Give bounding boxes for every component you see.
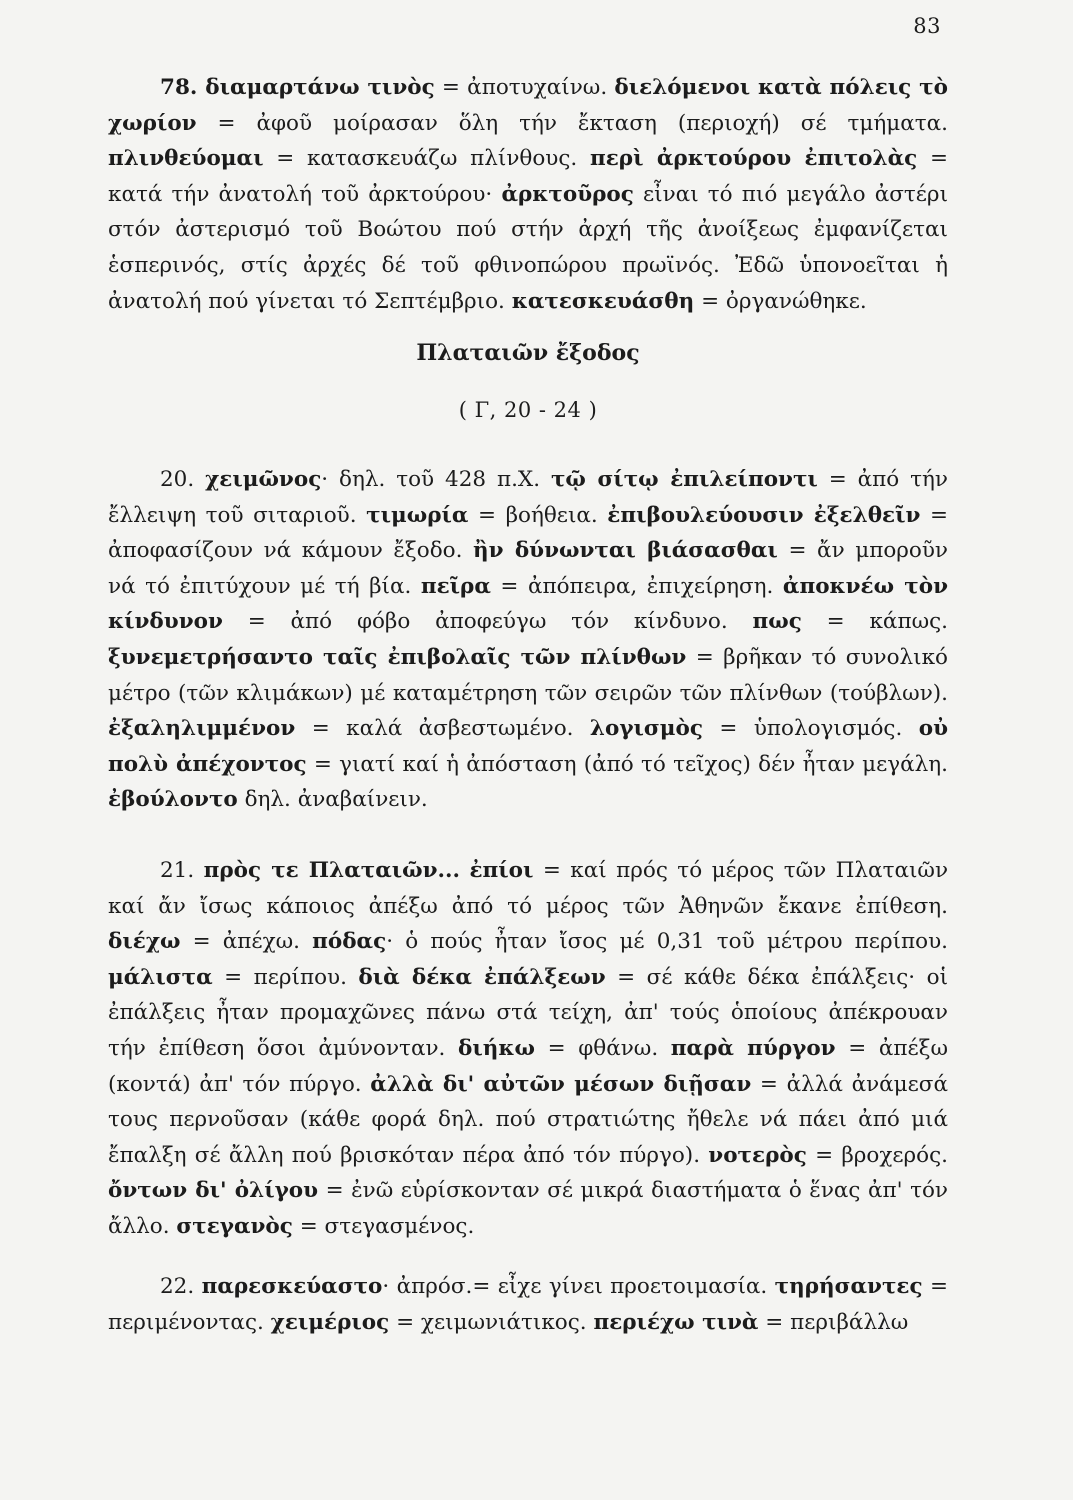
gloss-text: = φθάνω. <box>534 1035 671 1061</box>
paragraph-text <box>108 853 948 1245</box>
lemma-term: ἐξαληλιμμένον <box>108 716 296 742</box>
gloss-text: · ὁ πούς ἦταν ἴσος μέ 0,31 τοῦ μέτρου περίπου. <box>386 929 948 955</box>
gloss-text: = κάπως. <box>801 609 948 635</box>
lemma-term: στεγανὸς <box>176 1213 293 1239</box>
lemma-term: πεῖρα <box>420 573 491 599</box>
lemma-term: ἀποκνέω τὸν κίνδυνον <box>108 573 948 635</box>
lemma-term: πρὸς τε Πλαταιῶν... <box>203 858 460 883</box>
lemma-term: ἀρκτοῦρος <box>501 181 634 207</box>
lemma-term: νοτερὸς <box>708 1142 807 1168</box>
gloss-text: = ἀποφασίζουν νά κάμουν ἔξοδο. <box>108 502 949 564</box>
lemma-term: διήκω <box>458 1035 535 1061</box>
gloss-text: = βροχερός. <box>806 1142 948 1168</box>
lemma-term: ἀλλὰ δι' αὐτῶν μέσων διῇσαν <box>370 1071 752 1097</box>
gloss-text: = βοήθεια. <box>468 502 608 528</box>
gloss-text: δηλ. ἀναβαίνειν. <box>237 787 428 813</box>
gloss-text: = γιατί καί ἡ ἀπόσταση (ἀπό τό τεῖχος) δέν ἦταν μεγάλη. <box>306 751 949 777</box>
gloss-text: 21. <box>160 858 204 883</box>
gloss-text: = χειμωνιάτικος. <box>389 1309 594 1335</box>
gloss-text: = ὑπολογισμός. <box>702 716 919 742</box>
lemma-term: διελόμενοι κατὰ πόλεις τὸ χωρίον <box>108 75 948 136</box>
lemma-term: τῷ σίτῳ ἐπιλείποντι <box>550 467 818 492</box>
gloss-text: = στεγασμένος. <box>292 1213 475 1239</box>
lemma-term: ἐβούλοντο <box>108 787 238 813</box>
lemma-term: ξυνεμετρήσαντο ταῖς ἐπιβολαῖς τῶν πλίνθων <box>108 644 687 670</box>
gloss-text: εἶναι τό πιό μεγάλο ἀστέρι στόν ἀστερισμό τοῦ Βοώτου πού στήν ἀρχή τῆς ἀνοίξεως ἐμφανίζεται ἑσπερινός, στίς ἀρχές δέ τοῦ φθινοπώρου πρωϊνός. Ἐδῶ ὑπονοεῖται ἡ ἀνατολή πού γίνεται τό Σεπτέμβριο. <box>108 181 948 314</box>
lemma-term: παρὰ πύργον <box>670 1035 836 1061</box>
lemma-term: μάλιστα <box>108 964 213 990</box>
paragraph-20 <box>108 462 948 818</box>
section-title: Πλαταιῶν ἔξοδος <box>416 340 640 366</box>
gloss-text: · δηλ. τοῦ 428 π.Χ. <box>321 467 551 492</box>
lemma-term: χειμῶνος <box>205 467 322 492</box>
lemma-term: ἐπίοι <box>469 858 534 883</box>
gloss-text: = ἀφοῦ μοίρασαν ὅλη τήν ἔκταση (περιοχή) σέ τμήματα. <box>196 110 948 136</box>
lemma-term: ἢν δύνωνται βιάσασθαι <box>473 538 778 564</box>
paragraph-21 <box>108 853 948 1245</box>
paragraph-78 <box>108 70 948 319</box>
gloss-text: = ἀπέχω. <box>180 929 313 955</box>
gloss-text: = περίπου. <box>212 964 359 990</box>
lemma-term: κατεσκευάσθη <box>511 288 695 314</box>
gloss-text: = ἀπό φόβο ἀποφεύγω τόν κίνδυνο. <box>222 609 753 635</box>
lemma-term: 78. διαμαρτάνω τινὸς <box>160 75 435 100</box>
lemma-term: πόδας <box>312 929 387 955</box>
gloss-text: 20. <box>160 467 206 492</box>
lemma-term: ὄντων δι' ὀλίγου <box>108 1178 319 1204</box>
gloss-text: = ἀπέξω (κοντά) ἀπ' τόν πύργο. <box>108 1035 948 1097</box>
lemma-term: τιμωρία <box>366 502 469 528</box>
gloss-text: = ἀλλά ἀνάμεσά τους περνοῦσαν (κάθε φορά δηλ. πού στρατιώτης ἤθελε νά πάει ἀπό μιά ἔπαλξη σέ ἄλλη πού βρισκόταν πέρα ἀπό τόν πύργο). <box>108 1071 948 1168</box>
lemma-term: περιέχω τινὰ <box>593 1309 759 1335</box>
gloss-text: 22. <box>160 1274 202 1299</box>
gloss-text: = ἀποτυχαίνω. <box>434 75 615 100</box>
page-number: 83 <box>913 14 941 38</box>
section-reference: ( Γ, 20 - 24 ) <box>458 398 598 422</box>
gloss-text: = σέ κάθε δέκα ἐπάλξεις· οἱ ἐπάλξεις ἦταν προμαχῶνες πάνω στά τείχη, ἀπ' τούς ὁποίους ἀπέκρουαν τήν ἐπίθεση ὅσοι ἀμύνονταν. <box>108 964 948 1061</box>
gloss-text: = ἀπόπειρα, ἐπιχείρηση. <box>490 573 783 599</box>
lemma-term: οὐ πολὺ ἀπέχοντος <box>108 716 948 777</box>
gloss-text: = ὀργανώθηκε. <box>694 288 867 314</box>
gloss-text: = ἐνῶ εὑρίσκονταν σέ μικρά διαστήματα ὁ ἕνας ἀπ' τόν ἄλλο. <box>108 1178 948 1239</box>
lemma-term: διὰ δέκα ἐπάλξεων <box>358 964 606 990</box>
lemma-term: διέχω <box>108 929 181 955</box>
lemma-term: ἐπιβουλεύουσιν ἐξελθεῖν <box>607 502 921 528</box>
lemma-term: πλινθεύομαι <box>108 146 264 172</box>
lemma-term: παρεσκεύαστο <box>201 1274 383 1299</box>
lemma-term: περὶ ἀρκτούρου ἐπιτολὰς <box>589 146 918 172</box>
paragraph-22 <box>108 1269 948 1340</box>
gloss-text: = καλά ἀσβεστωμένο. <box>295 716 590 742</box>
lemma-term: πως <box>752 609 802 635</box>
paragraph-text <box>108 1269 948 1340</box>
lemma-term: χειμέριος <box>270 1309 390 1335</box>
gloss-text: = περιμένοντας. <box>108 1274 948 1335</box>
gloss-text: = ἄν μποροῦν νά τό ἐπιτύχουν μέ τή βία. <box>108 538 949 599</box>
gloss-text: · ἀπρόσ.= εἶχε γίνει προετοιμασία. <box>382 1274 775 1299</box>
gloss-text: = περιβάλλω <box>758 1309 909 1335</box>
gloss-text: = βρῆκαν τό συνολικό μέτρο (τῶν κλιμάκων) μέ καταμέτρηση τῶν σειρῶν τῶν πλίνθων (τούβλων). <box>108 644 948 706</box>
gloss-text: = ἀπό τήν ἔλλειψη τοῦ σιταριοῦ. <box>108 467 949 528</box>
paragraph-text <box>108 462 948 818</box>
lemma-term: τηρήσαντες <box>774 1274 923 1299</box>
gloss-text: = καί πρός τό μέρος τῶν Πλαταιῶν καί ἄν ἴσως κάποιος ἀπέξω ἀπό τό μέρος τῶν Ἀθηνῶν ἔκανε ἐπίθεση. <box>108 858 949 919</box>
gloss-text: = κατά τήν ἀνατολή τοῦ ἀρκτούρου· <box>108 146 948 207</box>
paragraph-text <box>108 70 948 319</box>
lemma-term: λογισμὸς <box>589 716 703 742</box>
gloss-text: = κατασκευάζω πλίνθους. <box>263 146 590 172</box>
